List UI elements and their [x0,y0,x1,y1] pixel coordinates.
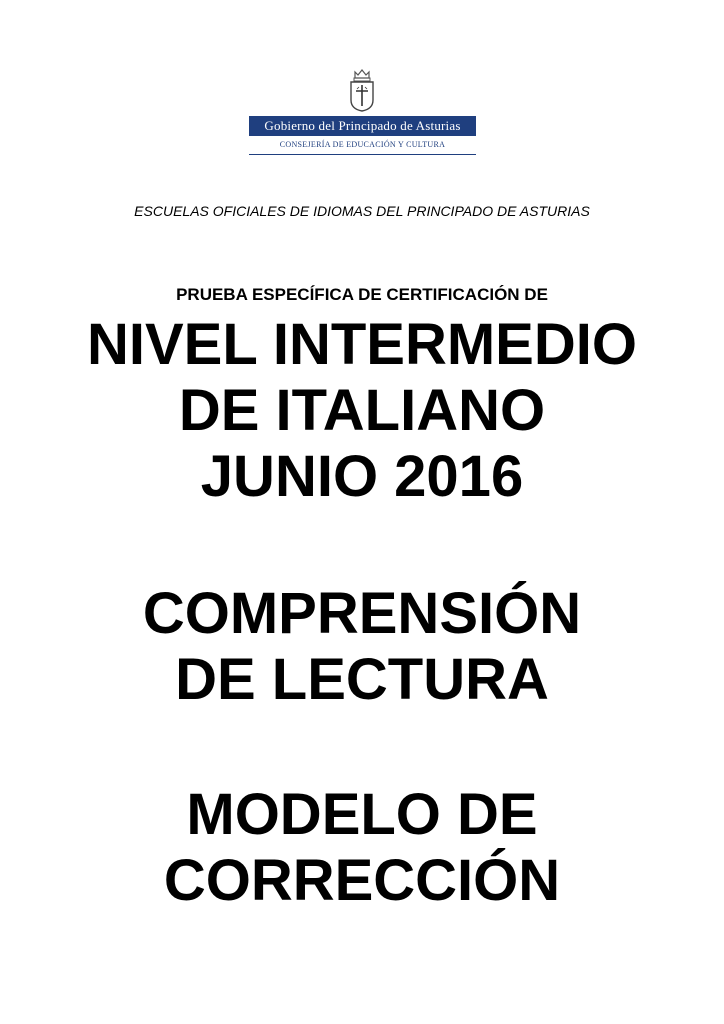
title-line-date: JUNIO 2016 [200,444,524,509]
department-name: CONSEJERÍA DE EDUCACIÓN Y CULTURA [279,140,446,149]
asturias-crest-icon [342,66,382,112]
logo-divider [249,154,476,155]
institution-name: ESCUELAS OFICIALES DE IDIOMAS DEL PRINCIPADO DE ASTURIAS [134,203,590,219]
document-type-line-1: MODELO DE [186,782,538,847]
section-line-1: COMPRENSIÓN [142,581,582,646]
exam-subtitle: PRUEBA ESPECÍFICA DE CERTIFICACIÓN DE [176,285,548,304]
government-name-bar: Gobierno del Principado de Asturias [249,116,476,136]
section-line-2: DE LECTURA [175,647,549,712]
title-line-language: DE ITALIANO [178,378,546,443]
title-line-level: NIVEL INTERMEDIO [87,312,637,377]
document-type-line-2: CORRECCIÓN [163,848,561,913]
